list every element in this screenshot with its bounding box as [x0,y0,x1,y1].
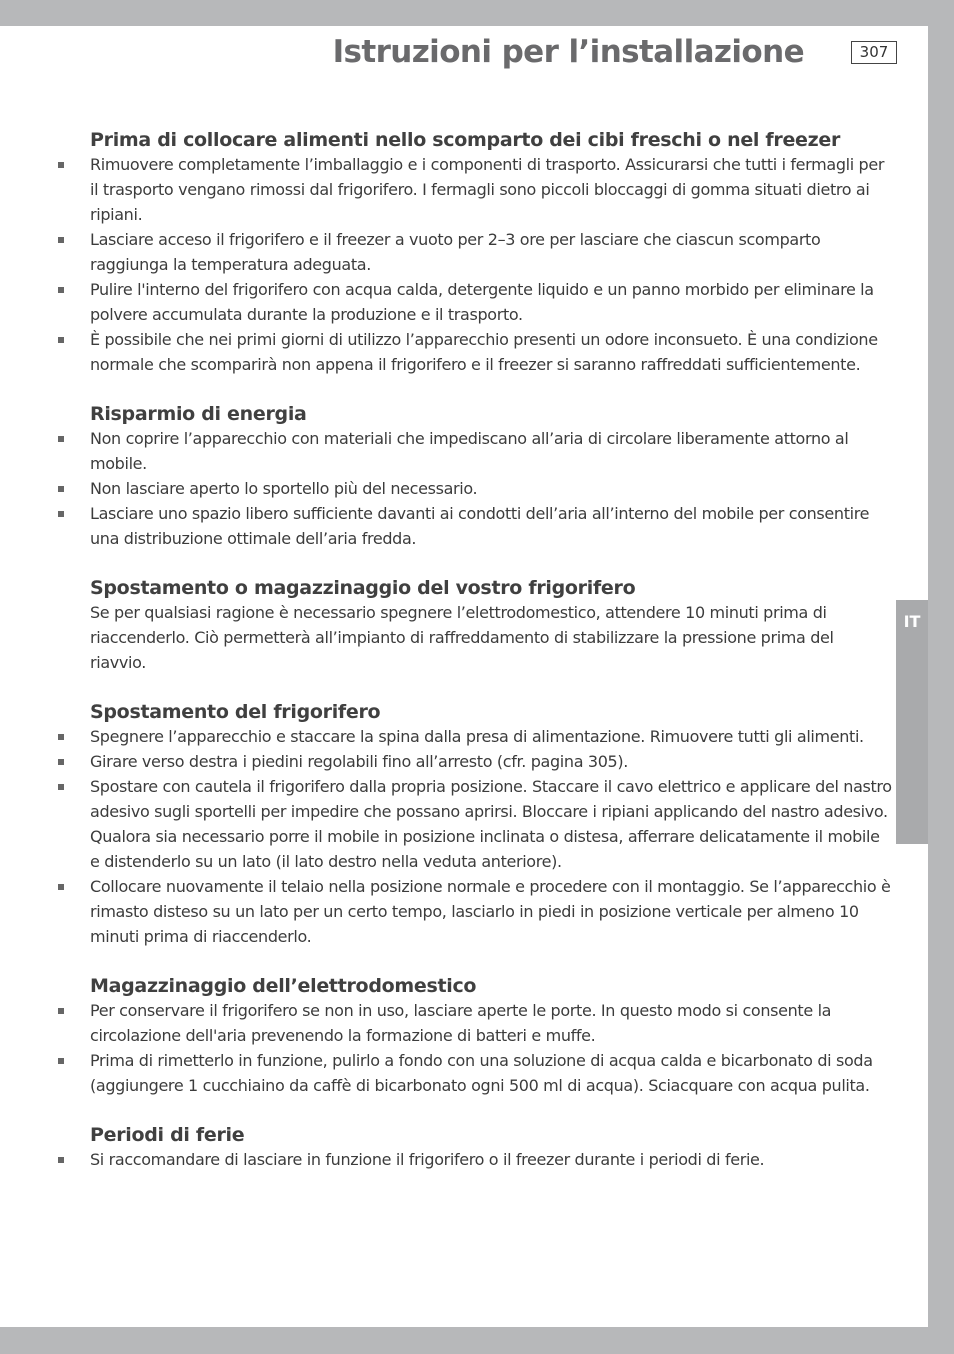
list-item: Non coprire l’apparecchio con materiali che impediscano all’aria di circolare liberamente attorno al mobile. [90,426,892,476]
section-energy-saving [90,402,892,551]
list-item: Pulire l'interno del frigorifero con acqua calda, detergente liquido e un panno morbido per eliminare la polvere accumulata durante la produzione e il trasporto. [90,277,892,327]
section-heading: Magazzinaggio dell’elettrodomestico [90,975,477,997]
list-item: Lasciare acceso il frigorifero e il freezer a vuoto per 2–3 ore per lasciare che ciascun scomparto raggiunga la temperatura adeguata. [90,227,892,277]
section-moving-fridge [90,700,892,949]
list-item: Rimuovere completamente l’imballaggio e i componenti di trasporto. Assicurarsi che tutti i fermagli per il trasporto vengano rimossi dal frigorifero. I fermagli sono piccoli bloccaggi di gomma situati dietro ai ripiani. [90,152,892,227]
section-heading: Periodi di ferie [90,1124,245,1146]
bullet-list [90,998,892,1098]
bullet-list [90,724,892,949]
document-body [90,128,892,1197]
list-item: Non lasciare aperto lo sportello più del necessario. [90,476,892,501]
list-item: Spegnere l’apparecchio e staccare la spina dalla presa di alimentazione. Rimuovere tutti gli alimenti. [90,724,892,749]
list-item: Spostare con cautela il frigorifero dalla propria posizione. Staccare il cavo elettrico e applicare del nastro adesivo sugli sportelli per impedire che possano aprirsi. Bloccare i ripiani applicando del nastro adesivo. Qualora sia necessario porre il mobile in posizione inclinata o distesa, afferrare delicatamente il mobile e distenderlo su un lato (il lato destro nella veduta anteriore). [90,774,892,874]
section-moving-or-storing [90,576,892,675]
section-heading: Spostamento del frigorifero [90,701,381,723]
bullet-list [90,152,892,377]
page-title: Istruzioni per l’installazione [332,34,804,70]
page-number: 307 [851,41,897,64]
section-before-storing-food [90,128,892,377]
list-item: Lasciare uno spazio libero sufficiente davanti ai condotti dell’aria all’interno del mobile per consentire una distribuzione ottimale dell’aria fredda. [90,501,892,551]
language-tab [896,600,928,844]
list-item: È possibile che nei primi giorni di utilizzo l’apparecchio presenti un odore inconsueto. È una condizione normale che scomparirà non appena il frigorifero e il freezer si saranno raffreddati sufficientemente. [90,327,892,377]
language-tab-label: IT [903,612,921,631]
page [0,26,928,1327]
bullet-list [90,426,892,551]
section-heading: Risparmio di energia [90,403,307,425]
section-heading: Spostamento o magazzinaggio del vostro frigorifero [90,577,636,599]
section-heading: Prima di collocare alimenti nello scomparto dei cibi freschi o nel freezer [90,129,841,151]
list-item: Si raccomandare di lasciare in funzione il frigorifero o il freezer durante i periodi di ferie. [90,1147,892,1172]
section-appliance-storage [90,974,892,1098]
list-item: Girare verso destra i piedini regolabili fino all’arresto (cfr. pagina 305). [90,749,892,774]
bullet-list [90,1147,892,1172]
list-item: Prima di rimetterlo in funzione, pulirlo a fondo con una soluzione di acqua calda e bicarbonato di soda (aggiungere 1 cucchiaino da caffè di bicarbonato ogni 500 ml di acqua). Sciacquare con acqua pulita. [90,1048,892,1098]
list-item: Per conservare il frigorifero se non in uso, lasciare aperte le porte. In questo modo si consente la circolazione dell'aria prevenendo la formazione di batteri e muffe. [90,998,892,1048]
list-item: Collocare nuovamente il telaio nella posizione normale e procedere con il montaggio. Se l’apparecchio è rimasto disteso su un lato per un certo tempo, lasciarlo in piedi in posizione verticale per almeno 10 minuti prima di riaccenderlo. [90,874,892,949]
section-paragraph: Se per qualsiasi ragione è necessario spegnere l’elettrodomestico, attendere 10 minuti prima di riaccenderlo. Ciò permetterà all’impianto di raffreddamento di stabilizzare la pressione prima del riavvio. [90,603,834,672]
section-holidays [90,1123,892,1172]
